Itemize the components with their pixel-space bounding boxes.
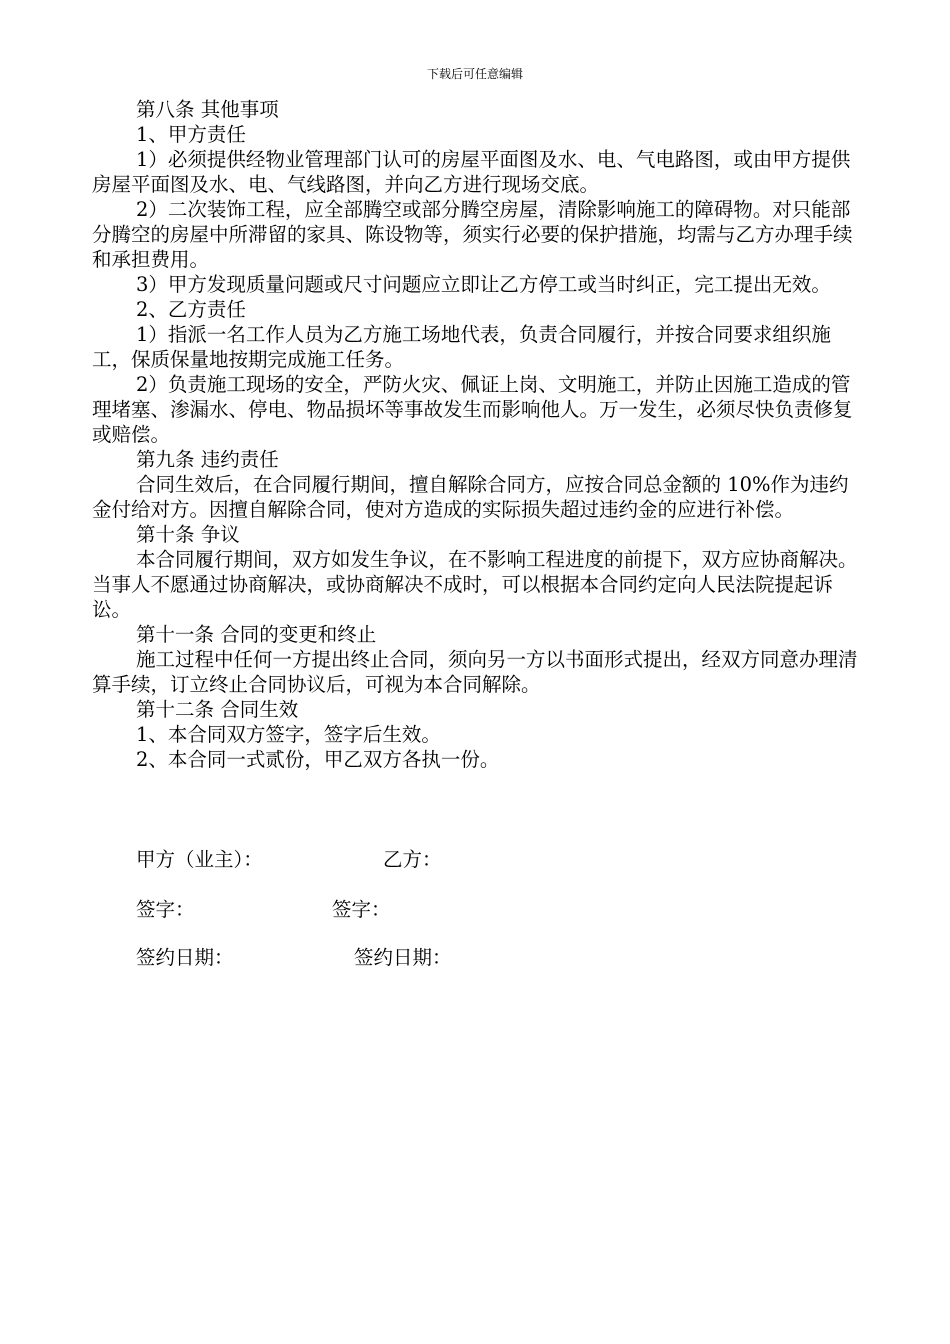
article-12-item-2: 2、本合同一式贰份，甲乙双方各执一份。 [136,748,500,771]
article-8-heading: 第八条 其他事项 [136,98,279,121]
party-a-duty-3: 3）甲方发现质量问题或尺寸问题应立即让乙方停工或当时纠正，完工提出无效。 [136,273,831,296]
sign-a-label: 签字： [136,898,195,921]
party-row [136,847,263,872]
article-11-heading: 第十一条 合同的变更和终止 [136,623,377,646]
article-9-heading: 第九条 违约责任 [136,448,279,471]
party-b-duty-2: 2）负责施工现场的安全，严防火灾、佩证上岗、文明施工，并防止因施工造成的管理堵塞、渗漏水、停电、物品损坏等事故发生而影响他人。万一发生，必须尽快负责修复或赔偿。 [92,373,853,446]
sign-row [136,897,195,922]
party-a-duties-heading: 1、甲方责任 [136,123,246,146]
party-b-duty-1: 1）指派一名工作人员为乙方施工场地代表，负责合同履行，并按合同要求组织施工，保质保量地按期完成施工任务。 [92,323,831,371]
page-header-note: 下载后可任意编辑 [426,67,523,81]
article-10-heading: 第十条 争议 [136,523,240,546]
signature-block [136,847,836,977]
article-12-item-1: 1、本合同双方签字，签字后生效。 [136,723,441,746]
party-b-label: 乙方： [383,848,442,871]
party-a-duty-2: 2）二次装饰工程，应全部腾空或部分腾空房屋，清除影响施工的障碍物。对只能部分腾空的房屋中所滞留的家具、陈设物等，须实行必要的保护措施，均需与乙方办理手续和承担费用。 [92,198,853,271]
article-12-heading: 第十二条 合同生效 [136,698,299,721]
article-9-text: 合同生效后，在合同履行期间，擅自解除合同方，应按合同总金额的 10%作为违约金付给对方。因擅自解除合同，使对方造成的实际损失超过违约金的应进行补偿。 [92,473,849,521]
party-a-duty-1: 1）必须提供经物业管理部门认可的房屋平面图及水、电、气电路图，或由甲方提供房屋平面图及水、电、气线路图，并向乙方进行现场交底。 [92,148,851,196]
party-a-label: 甲方（业主）： [136,848,263,871]
sign-b-label: 签字： [332,898,391,921]
date-b-label: 签约日期： [354,946,452,969]
contract-body [92,97,867,772]
article-10-text: 本合同履行期间，双方如发生争议，在不影响工程进度的前提下，双方应协商解决。当事人不愿通过协商解决，或协商解决不成时，可以根据本合同约定向人民法院提起诉讼。 [92,548,858,621]
date-a-label: 签约日期： [136,946,234,969]
date-row [136,945,234,970]
article-11-text: 施工过程中任何一方提出终止合同，须向另一方以书面形式提出，经双方同意办理清算手续，订立终止合同协议后，可视为本合同解除。 [92,648,858,696]
party-b-duties-heading: 2、乙方责任 [136,298,246,321]
